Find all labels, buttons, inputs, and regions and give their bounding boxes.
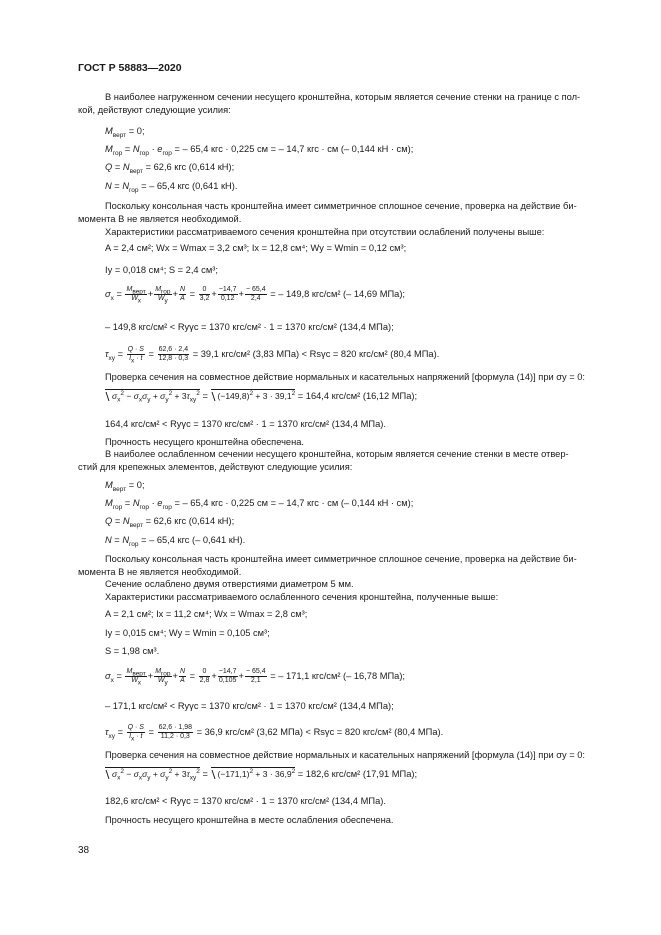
s1-intro-line1: В наиболее нагруженном сечении несущего кронштейна, которым является сечение стенки на границе с пол- <box>105 92 581 102</box>
s1-q-eq: $Q = N_{верт} = 62,6$ кгс (0,614 кН); <box>105 162 235 175</box>
s2-cons-line1: Поскольку консольная часть кронштейна имеет симметричное сплошное сечение, проверка на действие би- <box>105 554 577 564</box>
s2-geom3: S = 1,98 см³. <box>105 646 160 656</box>
s2-combo-line: Проверка сечения на совместное действие нормальных и касательных напряжений [формула (14)] при σy = 0: <box>105 750 586 760</box>
s2-combo-check: 182,6 кгс/см² < Ryγc = 1370 кгс/см² · 1 = 1370 кгс/см² (134,4 МПа). <box>105 796 386 806</box>
s2-m-vert-eq: $M_{верт} = 0$; <box>105 480 145 493</box>
s2-cons-line2: момента B не является необходимой. <box>78 567 242 577</box>
s2-m-gor-eq: $M_{гор} = N_{гор} \cdot e_{гор}$ = – 65,4 кгс · 0,225 см = – 14,7 кгс · см (– 0,144 кН · см); <box>105 498 414 511</box>
s1-m-gor-eq: $M_{гор} = N_{гор} \cdot e_{гор}$ = – 65,4 кгс · 0,225 см = – 14,7 кгс · см (– 0,144 кН · см); <box>105 144 414 157</box>
s1-cons-line2: момента B не является необходимой. <box>78 214 242 224</box>
s2-tau-formula: $\tau_{xy}$ = $\frac{Q \cdot S}{I_x \cdot t}$ = $\frac{62,6 \cdot 1,98}{11,2 \cdot 0,3}$ = 36,9 кгс/см² (3,62 МПа) < Rsγc = 820 кгс/см² (80,4 МПа). <box>105 724 444 743</box>
s2-sigma-formula: $\sigma_x$ = $M_{верт}$ $W_x$ + $M_{гор}$ $W_y$ + $\frac{N}{A}$ = $\frac{0}{2,8}$ + $\frac{-14,7}{0,105}$ + $\frac{- 65,4}{2,1}$ = – 171,1 кгс/см² (– 16,78 МПа); <box>105 668 405 687</box>
s1-geom1: A = 2,4 см²; Wx = Wmax = 3,2 см³; Ix = 12,8 см⁴; Wy = Wmin = 0,12 см³; <box>105 243 407 253</box>
s1-n-eq: $N = N_{гор}$ = – 65,4 кгс (0,641 кН). <box>105 181 238 194</box>
s1-cons-line1: Поскольку консольная часть кронштейна имеет симметричное сплошное сечение, проверка на действие би- <box>105 201 577 211</box>
s1-tau-formula: $\tau_{xy}$ = $\frac{Q \cdot S}{I_x \cdot t}$ = $\frac{62,6 \cdot 2,4}{12,8 \cdot 0,3}$ = 39,1 кгс/см² (3,83 МПа) < Rsγc = 820 кгс/см² (80,4 МПа). <box>105 346 440 365</box>
s2-intro-line2: стий для крепежных элементов, действуют следующие усилия: <box>78 462 353 472</box>
s1-combo-check: 164,4 кгс/см² < Ryγc = 1370 кгс/см² · 1 = 1370 кгс/см² (134,4 МПа). <box>105 419 386 429</box>
s2-geom2: Iy = 0,015 см⁴; Wy = Wmin = 0,105 см³; <box>105 628 270 638</box>
s1-m-vert-eq: $M_{верт} = 0$; <box>105 126 145 139</box>
s1-sigma-check: – 149,8 кгс/см² < Ryγc = 1370 кгс/см² · 1 = 1370 кгс/см² (134,4 МПа); <box>105 322 394 332</box>
s2-combo-formula: $\sigma_x^2 - \sigma_x\sigma_y + \sigma_y^2 + 3\tau_{xy}^2 = (-171,1)^2 + 3 \cdot 36,9^2 = 182,6$ кгс/см² (17,91 МПа); <box>105 767 417 781</box>
document-header: ГОСТ Р 58883—2020 <box>78 62 182 74</box>
s2-weakened: Сечение ослаблено двумя отверстиями диаметром 5 мм. <box>105 579 354 589</box>
s1-strength: Прочность несущего кронштейна обеспечена. <box>105 437 304 447</box>
s2-intro-line1: В наиболее ослабленном сечении несущего кронштейна, которым является сечение стенки в месте отвер- <box>105 449 569 459</box>
s1-intro-line2: кой, действуют следующие усилия: <box>78 105 231 115</box>
s2-geom1: A = 2,1 см²; Ix = 11,2 см⁴; Wx = Wmax = 2,8 см³; <box>105 609 308 619</box>
s1-geom2: Iy = 0,018 см⁴; S = 2,4 см³; <box>105 265 218 275</box>
s1-sigma-formula: $\sigma_x$ = $M_{верт}$ $W_x$ + $M_{гор}$ $W_y$ + $\frac{N}{A}$ = $\frac{0}{3,2}$ + $\frac{-14,7}{0,12}$ + $\frac{- 65,4}{2,4}$ = – 149,8 кгс/см² (– 14,69 МПа); <box>105 286 405 305</box>
s1-combo-line: Проверка сечения на совместное действие нормальных и касательных напряжений [формула (14)] при σy = 0: <box>105 372 586 382</box>
s2-sigma-check: – 171,1 кгс/см² < Ryγc = 1370 кгс/см² · 1 = 1370 кгс/см² (134,4 МПа); <box>105 701 394 711</box>
s2-strength: Прочность несущего кронштейна в месте ослабления обеспечена. <box>105 815 394 825</box>
s2-q-eq: $Q = N_{верт} = 62,6$ кгс (0,614 кН); <box>105 516 235 529</box>
page-number: 38 <box>78 845 90 856</box>
s1-combo-formula: $\sigma_x^2 - \sigma_x\sigma_y + \sigma_y^2 + 3\tau_{xy}^2 = (-149,8)^2 + 3 \cdot 39,1^2 = 164,4$ кгс/см² (16,12 МПа); <box>105 389 417 403</box>
s2-n-eq: $N = N_{гор}$ = – 65,4 кгс (– 0,641 кН). <box>105 535 246 548</box>
s2-char-line: Характеристики рассматриваемого ослабленного сечения кронштейна, полученные выше: <box>105 592 499 602</box>
s1-char-line: Характеристики рассматриваемого сечения кронштейна при отсутствии ослаблений получены выше: <box>105 227 545 237</box>
